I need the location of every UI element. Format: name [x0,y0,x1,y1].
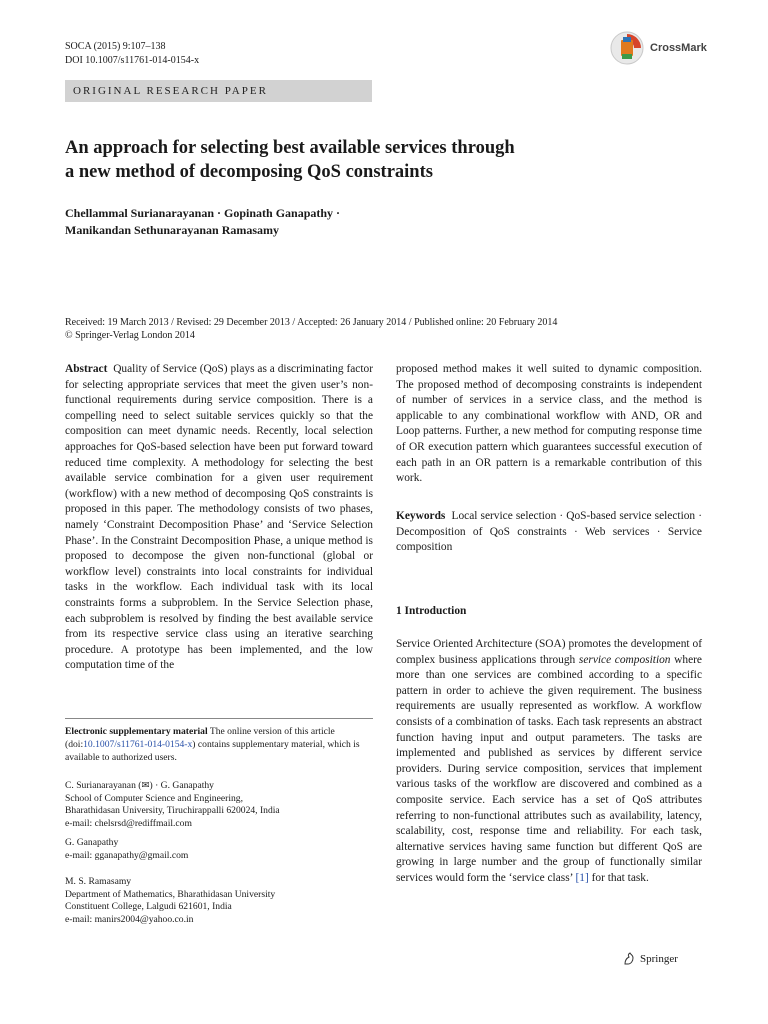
abstract-text-right: proposed method makes it well suited to dynamic composition. The proposed method of decomposing constraints is independent of number of services in a service class, and the method is applicable to any combinational workflow with AND, OR and Loop patterns. Further, a new method for computing response time of OR execution pattern which guarantees successful execution of each path in an OR pattern is a remarkable contribution of this work. [396,363,702,485]
introduction-text [396,637,702,887]
title-line-1: An approach for selecting best available services through [65,138,515,158]
affiliation-line: Constituent College, Lalgudi 621601, India [65,901,232,913]
copyright: © Springer-Verlag London 2014 [65,330,195,341]
affiliation-3 [65,876,373,926]
authors-line-2: Manikandan Sethunarayanan Ramasamy [65,223,280,237]
affiliation-1 [65,780,373,830]
abstract-right [396,362,702,487]
intro-italic: service composition [578,653,671,666]
abstract-label: Abstract [65,363,108,375]
affiliation-2 [65,837,373,862]
affiliation-line: M. S. Ramasamy [65,876,132,887]
paper-title [65,136,705,184]
electronic-supplementary-material [65,725,373,764]
esm-label: Electronic supplementary material [65,726,208,737]
affiliation-line: G. Ganapathy [65,837,119,848]
affiliation-line: C. Surianarayanan (✉) · G. Ganapathy [65,780,214,791]
crossmark-icon [610,31,644,65]
affiliation-email[interactable]: e-mail: chelsrsd@rediffmail.com [65,817,192,829]
crossmark-badge[interactable] [610,28,740,68]
crossmark-label: CrossMark [650,42,707,54]
esm-doi-link[interactable]: 10.1007/s11761-014-0154-x [83,739,193,750]
springer-wordmark: Springer [640,953,678,965]
intro-part-1: Service Oriented Architecture (SOA) promotes the development of complex business applications through [396,638,702,666]
dates-line-1: Received: 19 March 2013 / Revised: 29 December 2013 / Accepted: 26 January 2014 / Published online: 20 February 2014 [65,317,558,328]
doi: DOI 10.1007/s11761-014-0154-x [65,55,200,66]
intro-part-2: where more than one services are combined according to a specific pattern in order to achieve the given requirement. The business requirements are usually represented as workflow. A workflow consists of a combination of tasks. Each task represents an abstract function having input and output parameters. The tasks are implemented and published as services by different service providers. During service composition, services that implement various tasks of the workflow are discovered and combined as a composite service. Each service has a set of QoS attributes referring to non-functional attributes such as availability, latency, scalability, cost, response time and reliability. For each task, alternative services having same function but different QoS are growing in large number and the group of functionally similar services would form the ‘service class’ [396,653,702,884]
esm-text-2: ) contains supplementary material, which is available to authorized users. [65,739,360,763]
springer-horse-icon [622,952,636,966]
esm-text-1: The online version of this article (doi: [65,726,335,750]
footnote-divider [65,718,373,719]
keywords [396,509,702,556]
abstract-left [65,362,373,674]
section-heading-introduction: 1 Introduction [396,605,467,617]
affiliation-line: Department of Mathematics, Bharathidasan University [65,888,276,900]
keywords-text: Local service selection · QoS-based service selection · Decomposition of QoS constraints · Web services · Service composition [396,510,702,554]
intro-part-3: for that task. [588,871,649,884]
author-list [65,205,705,239]
citation-link-1[interactable]: [1] [575,871,589,884]
abstract-text-left: Quality of Service (QoS) plays as a discriminating factor for selecting appropriate services that meet the given user’s non-functional requirements during service composition. There is a compelling need to select suitable services quickly so that the composition can meet dynamic needs. Recently, local selection approaches for QoS-based selection have been put forward toward reduced time complexity. A methodology for selecting the best available service combination for a given user requirement (workflow) with a new method of decomposing QoS constraints is proposed in this paper. The methodology consists of two phases, namely ‘Constraint Decomposition Phase’ and ‘Service Selection Phase’. In the Constraint Decomposition Phase, a unique method is proposed to decompose the given non-functional (global or workflow level) constraints into local constraints for individual tasks in the workflow. Each individual task with its local constraints forms a subproblem. In the Service Selection phase, each subproblem is resolved by finding the best available service from its respective service class using an iterative searching procedure. A prototype has been implemented, and the low computation time of the [65,363,373,672]
publication-dates [65,316,725,342]
affiliation-email[interactable]: e-mail: gganapathy@gmail.com [65,849,189,861]
keywords-label: Keywords [396,510,446,522]
affiliation-email[interactable]: e-mail: manirs2004@yahoo.co.in [65,913,194,925]
article-type-banner: ORIGINAL RESEARCH PAPER [65,80,372,102]
title-line-2: a new method of decomposing QoS constraints [65,162,433,182]
affiliation-line: School of Computer Science and Engineering, [65,792,243,804]
springer-logo [622,952,678,966]
authors-line-1: Chellammal Surianarayanan · Gopinath Ganapathy · [65,206,341,220]
journal-citation: SOCA (2015) 9:107–138 [65,41,166,52]
affiliation-line: Bharathidasan University, Tiruchirappalli 620024, India [65,805,280,817]
